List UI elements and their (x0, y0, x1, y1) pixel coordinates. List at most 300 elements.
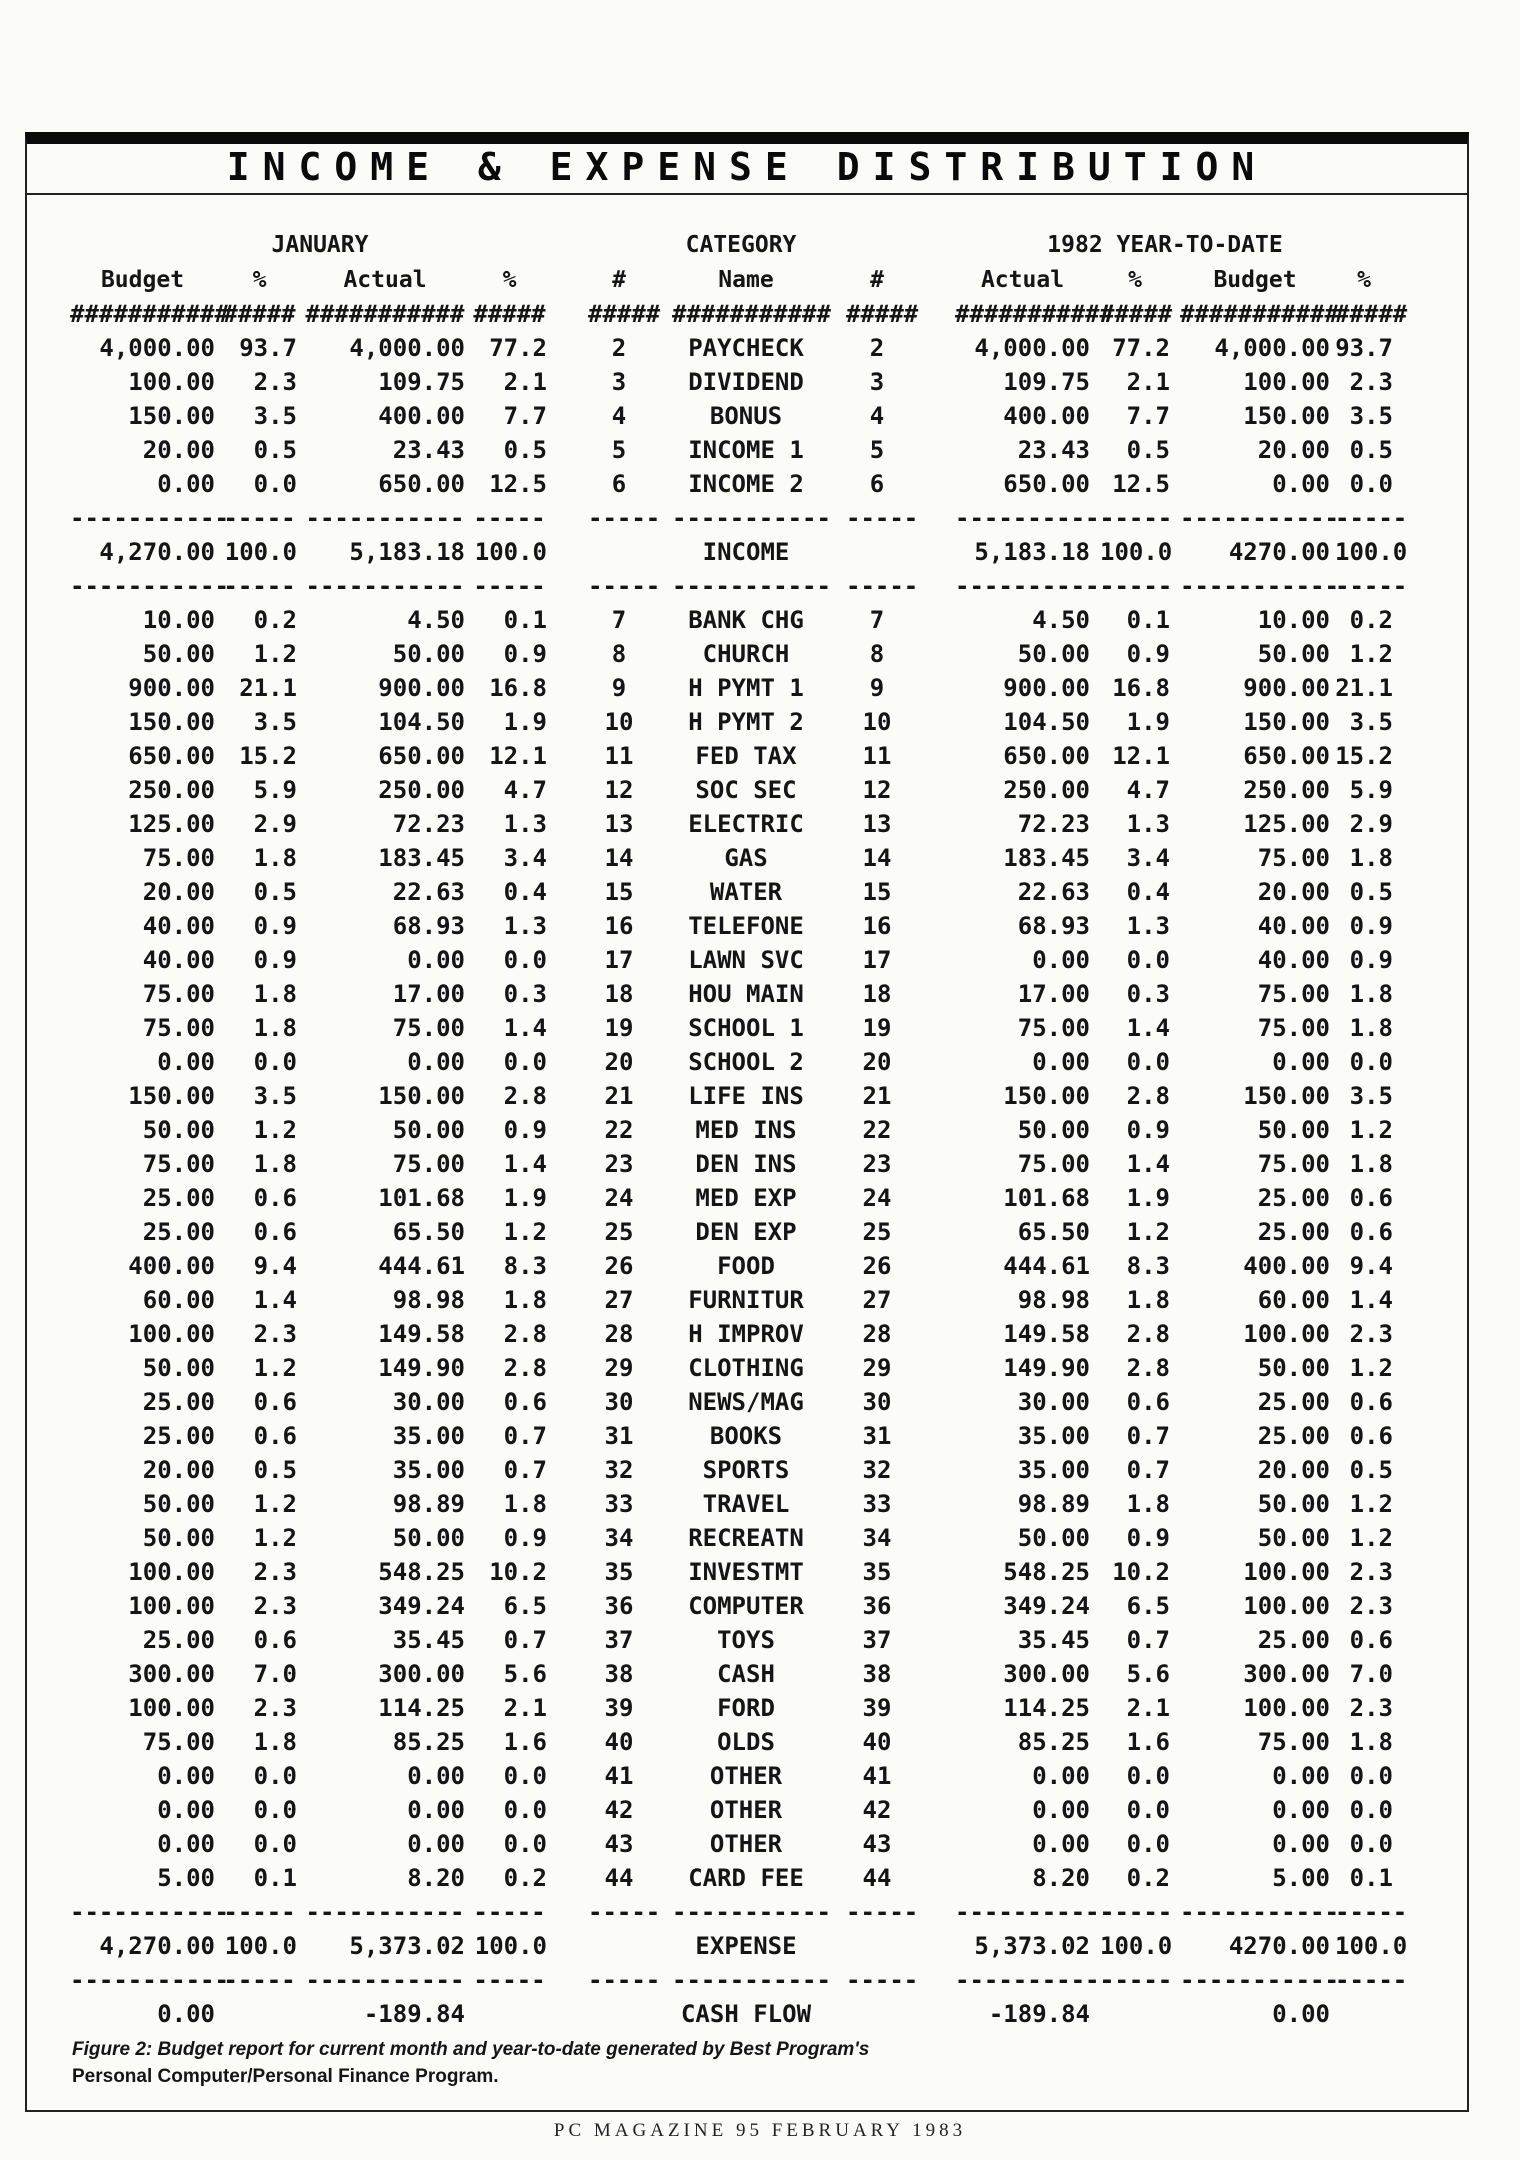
row-cat-num: 32 (604, 1456, 634, 1484)
row-actual-pct: 4.7 (503, 776, 547, 804)
row-ytd-budget: 0.00 (1272, 1830, 1330, 1858)
rule-cat-name: ----------- (672, 504, 831, 532)
row-ytd-budget: 20.00 (1257, 436, 1330, 464)
header-fill-cat-num-2: ##### (846, 300, 919, 328)
row-ytd-actual: 109.75 (1003, 368, 1090, 396)
rule-budget: ----------- (70, 504, 229, 532)
row-actual: 104.50 (378, 708, 465, 736)
header-cat-num: # (612, 267, 626, 293)
row-cat-num: 22 (604, 1116, 634, 1144)
row-ytd-actual: 650.00 (1003, 470, 1090, 498)
row-ytd-actual: 50.00 (1017, 1524, 1090, 1552)
row-budget-pct: 0.6 (253, 1184, 297, 1212)
row-ytd-actual: 0.00 (1032, 946, 1090, 974)
row-ytd-budget: 75.00 (1257, 980, 1330, 1008)
rule-ytd-actual: ----------- (955, 572, 1114, 600)
row-budget: 0.00 (157, 1762, 215, 1790)
row-budget-pct: 15.2 (239, 742, 297, 770)
row-cat-num: 5 (611, 436, 627, 464)
row-cat-name: INVESTMT (688, 1558, 804, 1586)
row-actual: 400.00 (378, 402, 465, 430)
row-budget-pct: 1.4 (253, 1286, 297, 1314)
row-cat-name: BONUS (709, 402, 783, 430)
row-budget-pct: 0.5 (253, 1456, 297, 1484)
rule-cat-name: ----------- (672, 1898, 831, 1926)
row-budget: 75.00 (142, 1728, 215, 1756)
row-ytd-pct: 0.0 (1126, 1048, 1170, 1076)
row-ytd-pct: 12.5 (1112, 470, 1170, 498)
row-budget-pct: 0.0 (253, 1796, 297, 1824)
total-expense-cat-name: EXPENSE (695, 1932, 797, 1960)
row-ytd-budget: 20.00 (1257, 878, 1330, 906)
total-expense-cat-num (588, 1929, 650, 1963)
row-actual-pct: 10.2 (489, 1558, 547, 1586)
row-actual: 65.50 (392, 1218, 465, 1246)
row-ytd-budget-pct: 1.8 (1349, 980, 1393, 1008)
row-ytd-budget: 100.00 (1243, 1320, 1330, 1348)
row-ytd-actual: 183.45 (1003, 844, 1090, 872)
row-ytd-actual: 65.50 (1017, 1218, 1090, 1246)
row-budget-pct: 0.9 (253, 912, 297, 940)
row-actual-pct: 1.9 (503, 708, 547, 736)
row-cat-name: DIVIDEND (688, 368, 804, 396)
total-expense-ytd-budget-pct: 100.0 (1335, 1932, 1408, 1960)
rule-ytd-pct: ----- (1100, 572, 1173, 600)
row-cat-num-2: 10 (862, 708, 892, 736)
row-ytd-actual: 35.45 (1017, 1626, 1090, 1654)
group-category: CATEGORY (685, 232, 797, 258)
row-ytd-budget-pct: 9.4 (1349, 1252, 1393, 1280)
rule-cat-name: ----------- (672, 572, 831, 600)
row-actual: 101.68 (378, 1184, 465, 1212)
row-cat-num: 3 (611, 368, 627, 396)
row-ytd-pct: 77.2 (1112, 334, 1170, 362)
row-ytd-actual: 104.50 (1003, 708, 1090, 736)
row-cat-name: TOYS (717, 1626, 775, 1654)
row-ytd-budget: 900.00 (1243, 674, 1330, 702)
row-ytd-budget-pct: 2.3 (1349, 1592, 1393, 1620)
total-income-ytd-budget-pct: 100.0 (1335, 538, 1408, 566)
row-cat-name: WATER (709, 878, 783, 906)
rule-cat-num-2: ----- (846, 572, 919, 600)
row-ytd-budget: 20.00 (1257, 1456, 1330, 1484)
row-budget: 50.00 (142, 1490, 215, 1518)
row-budget-pct: 1.8 (253, 1728, 297, 1756)
row-ytd-actual: 35.00 (1017, 1456, 1090, 1484)
row-ytd-actual: 0.00 (1032, 1796, 1090, 1824)
row-cat-num-2: 18 (862, 980, 892, 1008)
row-budget-pct: 0.1 (253, 1864, 297, 1892)
page-title: INCOME & EXPENSE DISTRIBUTION (226, 145, 1268, 189)
row-budget-pct: 2.3 (253, 368, 297, 396)
row-actual-pct: 1.3 (503, 912, 547, 940)
row-cat-num: 35 (604, 1558, 634, 1586)
row-ytd-actual: 250.00 (1003, 776, 1090, 804)
row-ytd-budget: 50.00 (1257, 1354, 1330, 1382)
row-ytd-budget: 25.00 (1257, 1422, 1330, 1450)
row-ytd-budget: 0.00 (1272, 1048, 1330, 1076)
row-actual: 8.20 (407, 1864, 465, 1892)
row-ytd-pct: 4.7 (1126, 776, 1170, 804)
row-cat-name: OLDS (717, 1728, 775, 1756)
total-cash-flow-cat-num (588, 1997, 650, 2031)
row-ytd-actual: 101.68 (1003, 1184, 1090, 1212)
row-cat-name: FURNITUR (688, 1286, 804, 1314)
row-budget: 75.00 (142, 1014, 215, 1042)
row-cat-num-2: 43 (862, 1830, 892, 1858)
row-cat-name: FORD (717, 1694, 775, 1722)
rule-actual: ----------- (305, 504, 465, 532)
row-cat-num: 10 (604, 708, 634, 736)
page-footer: PC MAGAZINE 95 FEBRUARY 1983 (553, 2120, 967, 2141)
row-budget: 25.00 (142, 1422, 215, 1450)
row-ytd-pct: 1.4 (1126, 1014, 1170, 1042)
row-cat-name: RECREATN (688, 1524, 804, 1552)
row-actual: 650.00 (378, 470, 465, 498)
rule-actual-pct: ----- (473, 1898, 546, 1926)
row-ytd-budget-pct: 0.6 (1349, 1388, 1393, 1416)
row-actual: 50.00 (392, 1116, 465, 1144)
row-ytd-budget-pct: 1.2 (1349, 1116, 1393, 1144)
row-budget-pct: 0.0 (253, 470, 297, 498)
row-cat-name: SCHOOL 1 (688, 1014, 804, 1042)
row-cat-name: BANK CHG (688, 606, 804, 634)
row-cat-num: 29 (604, 1354, 634, 1382)
header-fill-cat-name: ########### (672, 300, 831, 328)
row-actual-pct: 0.2 (503, 1864, 547, 1892)
row-budget: 900.00 (128, 674, 215, 702)
row-cat-num: 8 (611, 640, 627, 668)
row-ytd-budget: 100.00 (1243, 1558, 1330, 1586)
total-expense-ytd-actual: 5,373.02 (974, 1932, 1090, 1960)
row-budget-pct: 5.9 (253, 776, 297, 804)
row-cat-name: DEN INS (695, 1150, 797, 1178)
row-cat-num-2: 21 (862, 1082, 892, 1110)
row-ytd-actual: 149.90 (1003, 1354, 1090, 1382)
row-cat-name: MED EXP (695, 1184, 797, 1212)
row-ytd-budget-pct: 15.2 (1335, 742, 1393, 770)
row-ytd-pct: 0.7 (1126, 1626, 1170, 1654)
row-ytd-budget: 10.00 (1257, 606, 1330, 634)
row-ytd-actual: 4.50 (1032, 606, 1090, 634)
header-ytd-pct: % (1128, 267, 1142, 293)
row-ytd-budget: 100.00 (1243, 368, 1330, 396)
row-cat-num-2: 32 (862, 1456, 892, 1484)
row-ytd-budget-pct: 2.3 (1349, 1558, 1393, 1586)
row-budget-pct: 0.6 (253, 1218, 297, 1246)
total-income-ytd-actual: 5,183.18 (974, 538, 1090, 566)
header-ytd-budget-pct: % (1357, 267, 1371, 293)
row-ytd-budget: 75.00 (1257, 1728, 1330, 1756)
row-ytd-budget-pct: 0.9 (1349, 946, 1393, 974)
row-cat-name: FED TAX (695, 742, 797, 770)
row-actual: 50.00 (392, 1524, 465, 1552)
total-expense-budget-pct: 100.0 (224, 1932, 297, 1960)
row-ytd-actual: 72.23 (1017, 810, 1090, 838)
row-ytd-pct: 2.1 (1126, 368, 1170, 396)
total-income-cat-num-2 (846, 535, 908, 569)
row-actual-pct: 0.7 (503, 1626, 547, 1654)
row-budget: 60.00 (142, 1286, 215, 1314)
row-cat-num-2: 35 (862, 1558, 892, 1586)
row-actual-pct: 0.1 (503, 606, 547, 634)
row-ytd-budget: 75.00 (1257, 1150, 1330, 1178)
row-ytd-budget-pct: 0.2 (1349, 606, 1393, 634)
row-cat-name: LAWN SVC (688, 946, 804, 974)
row-cat-num: 28 (604, 1320, 634, 1348)
row-ytd-actual: 8.20 (1032, 1864, 1090, 1892)
row-cat-name: H PYMT 1 (688, 674, 804, 702)
row-cat-num: 40 (604, 1728, 634, 1756)
total-expense-actual: 5,373.02 (349, 1932, 465, 1960)
row-actual: 35.00 (392, 1456, 465, 1484)
row-cat-num-2: 2 (869, 334, 885, 362)
row-actual-pct: 0.0 (503, 1048, 547, 1076)
row-budget-pct: 3.5 (253, 1082, 297, 1110)
row-actual-pct: 1.3 (503, 810, 547, 838)
row-ytd-budget: 100.00 (1243, 1592, 1330, 1620)
rule-ytd-budget: ----------- (1180, 1966, 1339, 1994)
header-ytd-actual: Actual (980, 267, 1065, 293)
row-cat-num-2: 36 (862, 1592, 892, 1620)
row-budget-pct: 0.6 (253, 1422, 297, 1450)
row-cat-name: SPORTS (702, 1456, 790, 1484)
rule-ytd-budget: ----------- (1180, 504, 1339, 532)
row-cat-name: PAYCHECK (688, 334, 804, 362)
row-cat-num-2: 16 (862, 912, 892, 940)
row-ytd-budget: 250.00 (1243, 776, 1330, 804)
total-cash-flow-ytd-pct (1100, 1997, 1170, 2031)
row-cat-num-2: 5 (869, 436, 885, 464)
row-ytd-pct: 0.9 (1126, 640, 1170, 668)
row-cat-num-2: 3 (869, 368, 885, 396)
row-cat-name: LIFE INS (688, 1082, 804, 1110)
row-cat-name: OTHER (709, 1830, 783, 1858)
row-ytd-budget-pct: 1.8 (1349, 1150, 1393, 1178)
row-ytd-budget-pct: 3.5 (1349, 708, 1393, 736)
row-ytd-pct: 5.6 (1126, 1660, 1170, 1688)
total-income-cat-num (588, 535, 650, 569)
rule-ytd-budget-pct: ----- (1335, 572, 1408, 600)
row-cat-name: NEWS/MAG (688, 1388, 804, 1416)
row-actual-pct: 1.8 (503, 1490, 547, 1518)
row-budget: 5.00 (157, 1864, 215, 1892)
figure-caption (72, 2036, 1172, 2090)
row-actual-pct: 5.6 (503, 1660, 547, 1688)
row-cat-num-2: 38 (862, 1660, 892, 1688)
row-cat-num-2: 7 (869, 606, 885, 634)
row-cat-num: 4 (611, 402, 627, 430)
row-ytd-budget-pct: 1.2 (1349, 1354, 1393, 1382)
row-ytd-budget: 300.00 (1243, 1660, 1330, 1688)
row-cat-num: 2 (611, 334, 627, 362)
row-cat-name: DEN EXP (695, 1218, 797, 1246)
row-cat-num-2: 11 (862, 742, 892, 770)
row-ytd-budget-pct: 1.8 (1349, 1728, 1393, 1756)
row-actual-pct: 2.1 (503, 1694, 547, 1722)
row-actual-pct: 0.7 (503, 1456, 547, 1484)
row-actual-pct: 8.3 (503, 1252, 547, 1280)
row-cat-num-2: 25 (862, 1218, 892, 1246)
row-budget: 4,000.00 (99, 334, 215, 362)
row-actual-pct: 0.9 (503, 1524, 547, 1552)
rule-cat-num: ----- (588, 1966, 661, 1994)
row-cat-num: 30 (604, 1388, 634, 1416)
row-cat-name: TRAVEL (702, 1490, 790, 1518)
row-actual: 300.00 (378, 1660, 465, 1688)
row-actual: 150.00 (378, 1082, 465, 1110)
row-budget-pct: 0.0 (253, 1048, 297, 1076)
row-ytd-pct: 1.8 (1126, 1286, 1170, 1314)
row-cat-num-2: 8 (869, 640, 885, 668)
row-ytd-budget-pct: 1.2 (1349, 1524, 1393, 1552)
row-budget: 400.00 (128, 1252, 215, 1280)
row-actual: 23.43 (392, 436, 465, 464)
row-cat-num: 15 (604, 878, 634, 906)
row-ytd-pct: 16.8 (1112, 674, 1170, 702)
row-budget: 40.00 (142, 912, 215, 940)
header-actual: Actual (343, 267, 427, 293)
row-ytd-budget: 4,000.00 (1214, 334, 1330, 362)
row-actual: 444.61 (378, 1252, 465, 1280)
rule-ytd-actual: ----------- (955, 1898, 1114, 1926)
row-cat-num-2: 27 (862, 1286, 892, 1314)
row-actual: 250.00 (378, 776, 465, 804)
row-ytd-budget: 40.00 (1257, 912, 1330, 940)
row-budget-pct: 0.5 (253, 436, 297, 464)
total-cash-flow-cat-num-2 (846, 1997, 908, 2031)
row-actual: 0.00 (407, 1830, 465, 1858)
row-ytd-pct: 2.8 (1126, 1082, 1170, 1110)
row-cat-name: GAS (724, 844, 768, 872)
row-budget-pct: 0.9 (253, 946, 297, 974)
row-cat-num-2: 22 (862, 1116, 892, 1144)
caption-line-1: Figure 2: Budget report for current month and year-to-date generated by Best Program's (72, 2039, 870, 2060)
header-cat-name: Name (718, 267, 774, 293)
row-actual: 4.50 (407, 606, 465, 634)
row-budget-pct: 1.2 (253, 1524, 297, 1552)
row-ytd-budget-pct: 1.8 (1349, 844, 1393, 872)
row-cat-num-2: 31 (862, 1422, 892, 1450)
rule-budget: ----------- (70, 1898, 229, 1926)
rule-actual-pct: ----- (473, 1966, 546, 1994)
row-cat-num: 27 (604, 1286, 634, 1314)
row-actual: 85.25 (392, 1728, 465, 1756)
row-budget: 650.00 (128, 742, 215, 770)
row-budget-pct: 1.8 (253, 980, 297, 1008)
rule-ytd-actual: ----------- (955, 1966, 1114, 1994)
row-budget-pct: 1.8 (253, 1014, 297, 1042)
rule-actual: ----------- (305, 572, 465, 600)
row-budget: 10.00 (142, 606, 215, 634)
row-ytd-actual: 98.98 (1017, 1286, 1090, 1314)
total-cash-flow-actual: -189.84 (363, 2000, 465, 2028)
row-budget-pct: 2.3 (253, 1694, 297, 1722)
row-budget-pct: 3.5 (253, 708, 297, 736)
row-ytd-budget-pct: 1.4 (1349, 1286, 1393, 1314)
rule-cat-num-2: ----- (846, 1898, 919, 1926)
header-fill-budget-pct: ##### (223, 300, 296, 328)
row-ytd-actual: 75.00 (1017, 1150, 1090, 1178)
row-cat-name: CASH (717, 1660, 775, 1688)
row-cat-num-2: 39 (862, 1694, 892, 1722)
total-income-ytd-pct: 100.0 (1100, 538, 1173, 566)
row-actual: 17.00 (392, 980, 465, 1008)
row-actual-pct: 0.9 (503, 1116, 547, 1144)
row-actual: 0.00 (407, 946, 465, 974)
row-budget: 300.00 (128, 1660, 215, 1688)
row-actual-pct: 12.5 (489, 470, 547, 498)
row-actual: 900.00 (378, 674, 465, 702)
row-ytd-pct: 1.9 (1126, 708, 1170, 736)
row-ytd-budget: 25.00 (1257, 1184, 1330, 1212)
row-ytd-actual: 300.00 (1003, 1660, 1090, 1688)
row-ytd-pct: 7.7 (1126, 402, 1170, 430)
row-actual-pct: 0.0 (503, 1762, 547, 1790)
row-budget-pct: 2.9 (253, 810, 297, 838)
header-fill-ytd-budget-pct: ##### (1335, 300, 1408, 328)
row-actual: 75.00 (392, 1014, 465, 1042)
total-expense-actual-pct: 100.0 (474, 1932, 547, 1960)
row-ytd-budget-pct: 21.1 (1335, 674, 1393, 702)
row-ytd-pct: 6.5 (1126, 1592, 1170, 1620)
row-cat-num: 16 (604, 912, 634, 940)
row-cat-num-2: 17 (862, 946, 892, 974)
row-ytd-budget: 25.00 (1257, 1388, 1330, 1416)
rule-actual: ----------- (305, 1966, 465, 1994)
row-actual: 72.23 (392, 810, 465, 838)
row-ytd-actual: 30.00 (1017, 1388, 1090, 1416)
row-ytd-pct: 1.6 (1126, 1728, 1170, 1756)
row-budget: 0.00 (157, 1048, 215, 1076)
row-actual-pct: 6.5 (503, 1592, 547, 1620)
row-actual-pct: 2.8 (503, 1354, 547, 1382)
row-budget-pct: 93.7 (239, 334, 297, 362)
row-cat-num: 23 (604, 1150, 634, 1178)
rule-ytd-pct: ----- (1100, 1966, 1173, 1994)
row-cat-num-2: 20 (862, 1048, 892, 1076)
row-ytd-pct: 0.2 (1126, 1864, 1170, 1892)
row-cat-num: 14 (604, 844, 634, 872)
row-actual-pct: 0.4 (503, 878, 547, 906)
rule-ytd-budget: ----------- (1180, 1898, 1339, 1926)
rule-ytd-budget-pct: ----- (1335, 1898, 1408, 1926)
row-cat-num: 34 (604, 1524, 634, 1552)
row-budget: 50.00 (142, 1524, 215, 1552)
row-cat-num: 13 (604, 810, 634, 838)
total-cash-flow-ytd-budget-pct (1335, 1997, 1393, 2031)
row-actual-pct: 1.6 (503, 1728, 547, 1756)
row-budget: 100.00 (128, 1320, 215, 1348)
total-expense-ytd-budget: 4270.00 (1228, 1932, 1330, 1960)
total-cash-flow-budget: 0.00 (157, 2000, 215, 2028)
rule-budget-pct: ----- (223, 504, 296, 532)
row-budget-pct: 21.1 (239, 674, 297, 702)
row-ytd-actual: 50.00 (1017, 640, 1090, 668)
rule-ytd-budget-pct: ----- (1335, 1966, 1408, 1994)
row-ytd-pct: 10.2 (1112, 1558, 1170, 1586)
row-budget: 100.00 (128, 1592, 215, 1620)
row-ytd-actual: 114.25 (1003, 1694, 1090, 1722)
row-ytd-budget-pct: 0.6 (1349, 1422, 1393, 1450)
row-cat-num: 9 (611, 674, 627, 702)
row-actual-pct: 2.8 (503, 1320, 547, 1348)
row-budget: 20.00 (142, 878, 215, 906)
total-income-actual: 5,183.18 (349, 538, 465, 566)
row-budget: 40.00 (142, 946, 215, 974)
row-ytd-budget: 50.00 (1257, 1524, 1330, 1552)
row-ytd-budget-pct: 0.1 (1349, 1864, 1393, 1892)
